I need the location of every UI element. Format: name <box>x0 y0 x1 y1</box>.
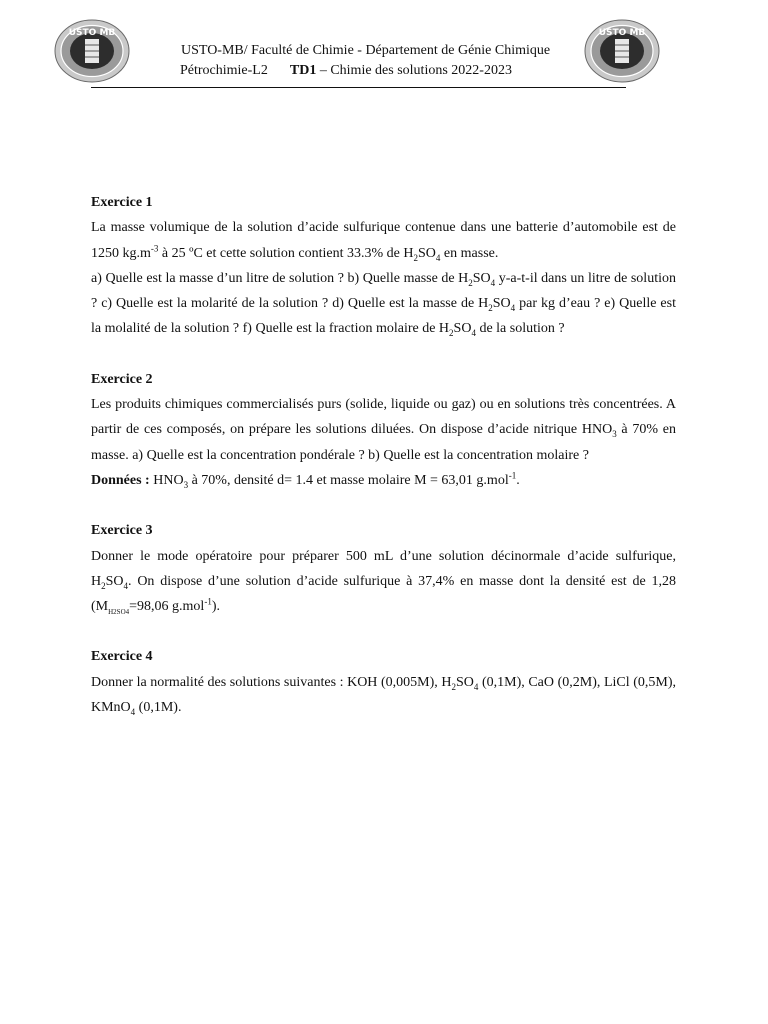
exercise-statement: Donner le mode opératoire pour préparer 500 mL d’une solution décinormale d’acide sulfurique, $H_2SO_4$. On dispose d’une solution d’acide sulfurique à 37,4% en masse dont la densité est de 1,28 ($M_{H2SO4}=98,06$ g.mol$^{-1}$). <box>91 548 676 616</box>
exercise-title: Exercice 1 <box>91 195 153 210</box>
svg-text:USTO MB: USTO MB <box>68 28 116 38</box>
exercise-statement: Les produits chimiques commercialisés purs (solide, liquide ou gaz) ou en solutions très concentrées. A partir de ces composés, on prépare les solutions diluées. On dispose d’acide nitrique $HNO_3$ à 70% en masse. a) Quelle est la concentration pondérale ? b) Quelle est la concentration molaire ? <box>91 397 677 463</box>
exercise-3 <box>91 518 676 619</box>
usto-seal-icon <box>54 19 130 83</box>
exercise-title: Exercice 2 <box>91 371 153 387</box>
university-logo-left <box>54 19 130 83</box>
university-logo-right <box>584 19 660 83</box>
exercise-4 <box>91 644 676 720</box>
exercise-statement: La masse volumique de la solution d’acide sulfurique contenue dans une batterie d’automobile est de 1250 $kg.m^{-3}$ à 25 ºC et cette solution contient 33.3% de $H_2SO_4$ en masse. <box>91 220 676 263</box>
course-line <box>180 60 512 82</box>
exercise-data: Données : $HNO_3$ à 70%, densité d= 1.4 et masse molaire M = 63,01 g.mol$^{-1}$. <box>91 470 520 490</box>
header-divider <box>91 87 626 88</box>
data-label: Données : <box>91 472 150 488</box>
course-level: Pétrochimie-L2 <box>180 63 268 78</box>
usto-seal-icon <box>584 19 660 83</box>
exercise-2 <box>91 367 676 493</box>
institution-line: USTO-MB/ Faculté de Chimie - Département de Génie Chimique <box>181 43 551 58</box>
exercise-title: Exercice 4 <box>91 649 153 665</box>
exercise-statement: Donner la normalité des solutions suivantes : KOH (0,005M), $H_2SO_4$ (0,1M), CaO (0,2M), LiCl (0,5M), KMnO$_4$ (0,1M). <box>91 674 676 717</box>
exercise-questions: a) Quelle est la masse d’un litre de solution ? b) Quelle masse de $H_2SO_4$ y-a-t-il dans un litre de solution ? c) Quelle est la molarité de la solution ? d) Quelle est la masse de $H_2SO_4$ par kg d’eau ? e) Quelle est la molalité de la solution ? f) Quelle est la fraction molaire de $H_2SO_4$ de la solution ? <box>91 270 676 339</box>
exercise-title: Exercice 3 <box>91 523 153 539</box>
td-label: TD1 <box>289 63 317 78</box>
svg-text:USTO MB: USTO MB <box>598 28 646 38</box>
exercise-1 <box>91 190 676 342</box>
course-title: – Chimie des solutions 2022-2023 <box>316 63 512 78</box>
exercise-sheet <box>91 190 676 745</box>
